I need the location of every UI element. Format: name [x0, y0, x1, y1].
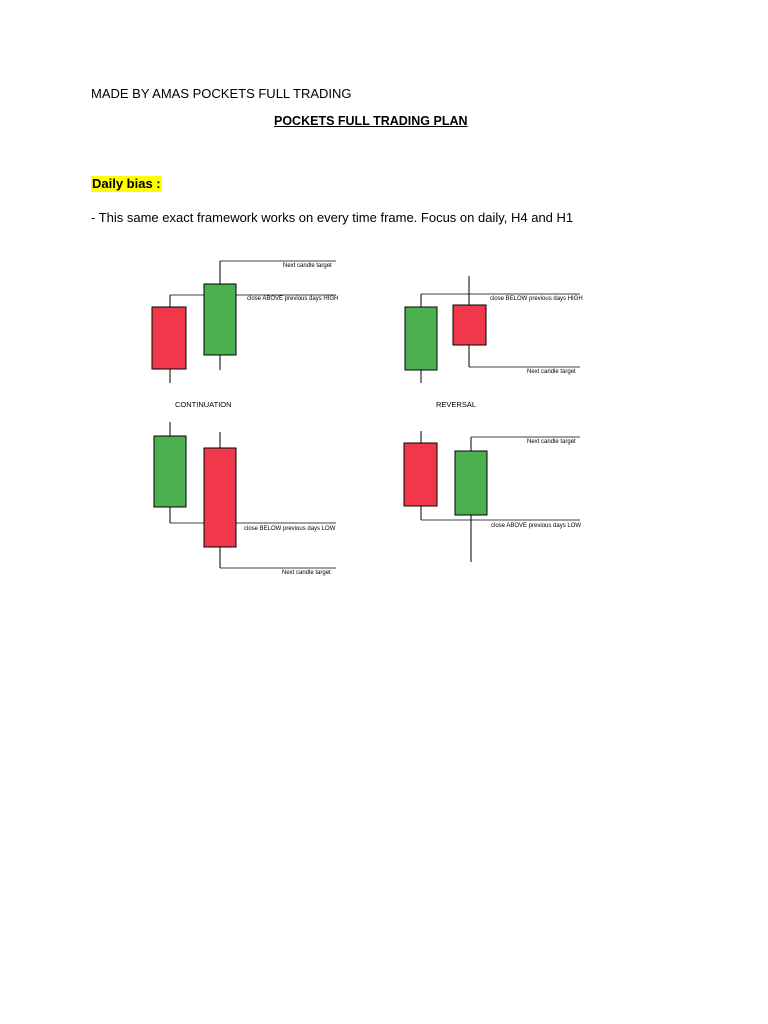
reversal-caption: REVERSAL: [436, 400, 477, 409]
reversal-bullish-panel: [404, 431, 581, 562]
target-label: Next candle target: [282, 570, 331, 576]
continuation-bearish-panel: [154, 422, 336, 576]
daily-bias-heading: Daily bias :: [92, 176, 161, 191]
level-label: close ABOVE previous days LOW: [491, 523, 582, 529]
reversal-bearish-panel: [405, 276, 583, 383]
continuation-caption: CONTINUATION: [175, 400, 232, 409]
bearish-candle: [404, 443, 437, 506]
bullish-candle: [204, 284, 236, 355]
continuation-bullish-panel: [152, 261, 338, 383]
bearish-candle: [204, 448, 236, 547]
level-label: close ABOVE previous days HIGH: [247, 296, 339, 302]
level-label: close BELOW previous days LOW: [244, 526, 336, 532]
target-label: Next candle target: [527, 439, 576, 445]
level-label: close BELOW previous days HIGH: [490, 296, 583, 302]
author-line: MADE BY AMAS POCKETS FULL TRADING: [91, 86, 352, 101]
target-label: Next candle target: [283, 263, 332, 269]
target-label: Next candle target: [527, 369, 576, 375]
bearish-candle: [453, 305, 486, 345]
bullish-candle: [405, 307, 437, 370]
document-title: POCKETS FULL TRADING PLAN: [274, 114, 468, 128]
bearish-candle: [152, 307, 186, 369]
bullish-candle: [154, 436, 186, 507]
framework-description: - This same exact framework works on every time frame. Focus on daily, H4 and H1: [91, 210, 574, 225]
bullish-candle: [455, 451, 487, 515]
